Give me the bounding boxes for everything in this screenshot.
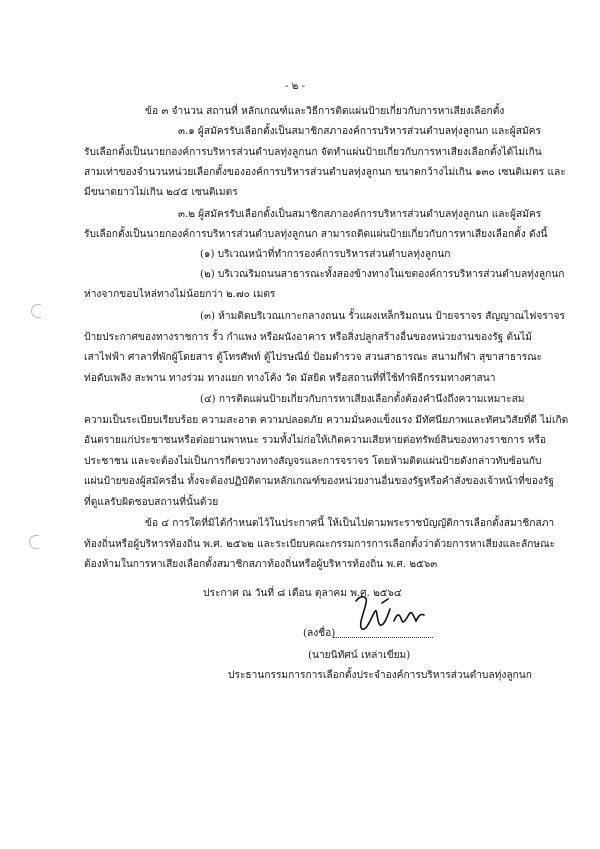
binder-hole-mark [29, 535, 39, 549]
item-2-line-2: ห่างจากขอบไหล่ทางไม่น้อยกว่า ๒.๗๐ เมตร [84, 289, 276, 300]
clause-3-2-line-2: รับเลือกตั้งเป็นนายกองค์การบริหารส่วนตำบลทุ่งลูกนก สามารถติดแผ่นป้ายเกี่ยวกับการหาเสียงเลือกตั้ง ดังนี้ [84, 229, 548, 240]
page-number: - ๒ - [285, 81, 306, 92]
item-4-line-2: ความเป็นระเบียบเรียบร้อย ความสะอาด ความปลอดภัย ความมั่นคงแข็งแรง มีทัศนียภาพและทัศนวิสัยที่ดี ไม่เกิด [84, 415, 569, 426]
clause-3-1-line-2: รับเลือกตั้งเป็นนายกองค์การบริหารส่วนตำบลทุ่งลูกนก จัดทำแผ่นป้ายเกี่ยวกับการหาเสียงเลือกตั้งได้ไม่เกิน [84, 147, 542, 158]
binder-hole-mark [31, 304, 41, 318]
signature-line [333, 637, 433, 638]
clause-4-line-3: ต้องห้ามในการหาเสียงเลือกตั้งสมาชิกสภาท้องถิ่นหรือผู้บริหารท้องถิ่น พ.ศ. ๒๕๖๓ [84, 559, 438, 570]
item-3-line-3: เสาไฟฟ้า ศาลาที่พักผู้โดยสาร ตู้โทรศัพท์ ตู้ไปรษณีย์ ป้อมตำรวจ สวนสาธารณะ สนามกีฬา สุขาสาธารณะ [84, 352, 543, 363]
signature-label: (ลงชื่อ) [303, 628, 336, 639]
item-4-line-3: อันตรายแก่ประชาชนหรือต่อยานพาหนะ รวมทั้งไม่ก่อให้เกิดความเสียหายต่อทรัพย์สินของทางราชการ หรือ [84, 435, 547, 446]
clause-3-1-line-1: ๓.๑ ผู้สมัครรับเลือกตั้งเป็นสมาชิกสภาองค์การบริหารส่วนตำบลทุ่งลูกนก และผู้สมัคร [178, 126, 541, 137]
item-1: (๑) บริเวณหน้าที่ทำการองค์การบริหารส่วนตำบลทุ่งลูกนก [200, 249, 451, 260]
clause-3-heading: ข้อ ๓ จำนวน สถานที่ หลักเกณฑ์และวิธีการติดแผ่นป้ายเกี่ยวกับการหาเสียงเลือกตั้ง [145, 106, 505, 117]
item-4-line-5: แผ่นป้ายของผู้สมัครอื่น ทั้งจะต้องปฏิบัติตามหลักเกณฑ์ของหน่วยงานอื่นของรัฐหรือคำสั่งของเจ้าหน้าที่ของรัฐ [84, 476, 555, 487]
clause-3-1-line-4: มีขนาดยาวไม่เกิน ๒๔๕ เซนติเมตร [84, 187, 238, 198]
clause-3-1-line-3: สามเท่าของจำนวนหน่วยเลือกตั้งขององค์การบริหารส่วนตำบลทุ่งลูกนก ขนาดกว้างไม่เกิน ๑๓๐ เซนติเมตร และ [84, 167, 566, 178]
signer-position: ประธานกรรมการการเลือกตั้งประจำองค์การบริหารส่วนตำบลทุ่งลูกนก [228, 670, 532, 681]
announcement-date: ประกาศ ณ วันที่ ๘ เดือน ตุลาคม พ.ศ. ๒๕๖๔ [203, 588, 402, 599]
item-4-line-4: ประชาชน และจะต้องไม่เป็นการกีดขวางทางสัญจรและการจราจร โดยห้ามติดแผ่นป้ายดังกล่าวทับซ้อนกับ [84, 456, 542, 467]
item-4-line-1: (๔) การติดแผ่นป้ายเกี่ยวกับการหาเสียงเลือกตั้งต้องคำนึงถึงความเหมาะสม [200, 394, 525, 405]
item-3-line-1: (๓) ห้ามติดบริเวณเกาะกลางถนน รั้วแผงเหล็กริมถนน ป้ายจราจร สัญญาณไฟจราจร [200, 311, 565, 322]
item-3-line-4: ท่อดับเพลิง สะพาน ทางร่วม ทางแยก ทางโค้ง วัด มัสยิด หรือสถานที่ที่ใช้ทำพิธีกรรมทางศาสนา [84, 373, 496, 384]
clause-4-line-1: ข้อ ๔ การใดที่มิได้กำหนดไว้ในประกาศนี้ ให้เป็นไปตามพระราชบัญญัติการเลือกตั้งสมาชิกสภา [145, 518, 555, 529]
item-2-line-1: (๒) บริเวณริมถนนสาธารณะทั้งสองข้างทางในเขตองค์การบริหารส่วนตำบลทุ่งลูกนก [200, 269, 565, 280]
clause-4-line-2: ท้องถิ่นหรือผู้บริหารท้องถิ่น พ.ศ. ๒๕๖๒ และระเบียบคณะกรรมการการเลือกตั้งว่าด้วยการหาเสียงและลักษณะ [84, 539, 555, 550]
handwritten-signature [348, 591, 430, 635]
item-3-line-2: ป้ายประกาศของทางราชการ รั้ว กำแพง หรือผนังอาคาร หรือสิ่งปลูกสร้างอื่นของหน่วยงานของรัฐ ต้นไม้ [84, 332, 532, 343]
item-4-line-6: ที่ดูแลรับผิดชอบสถานที่นั้นด้วย [84, 497, 219, 508]
signer-name: (นายนิทัศน์ เหล่าเขียม) [308, 650, 411, 661]
clause-3-2-line-1: ๓.๒ ผู้สมัครรับเลือกตั้งเป็นสมาชิกสภาองค์การบริหารส่วนตำบลทุ่งลูกนก และผู้สมัคร [178, 209, 542, 220]
